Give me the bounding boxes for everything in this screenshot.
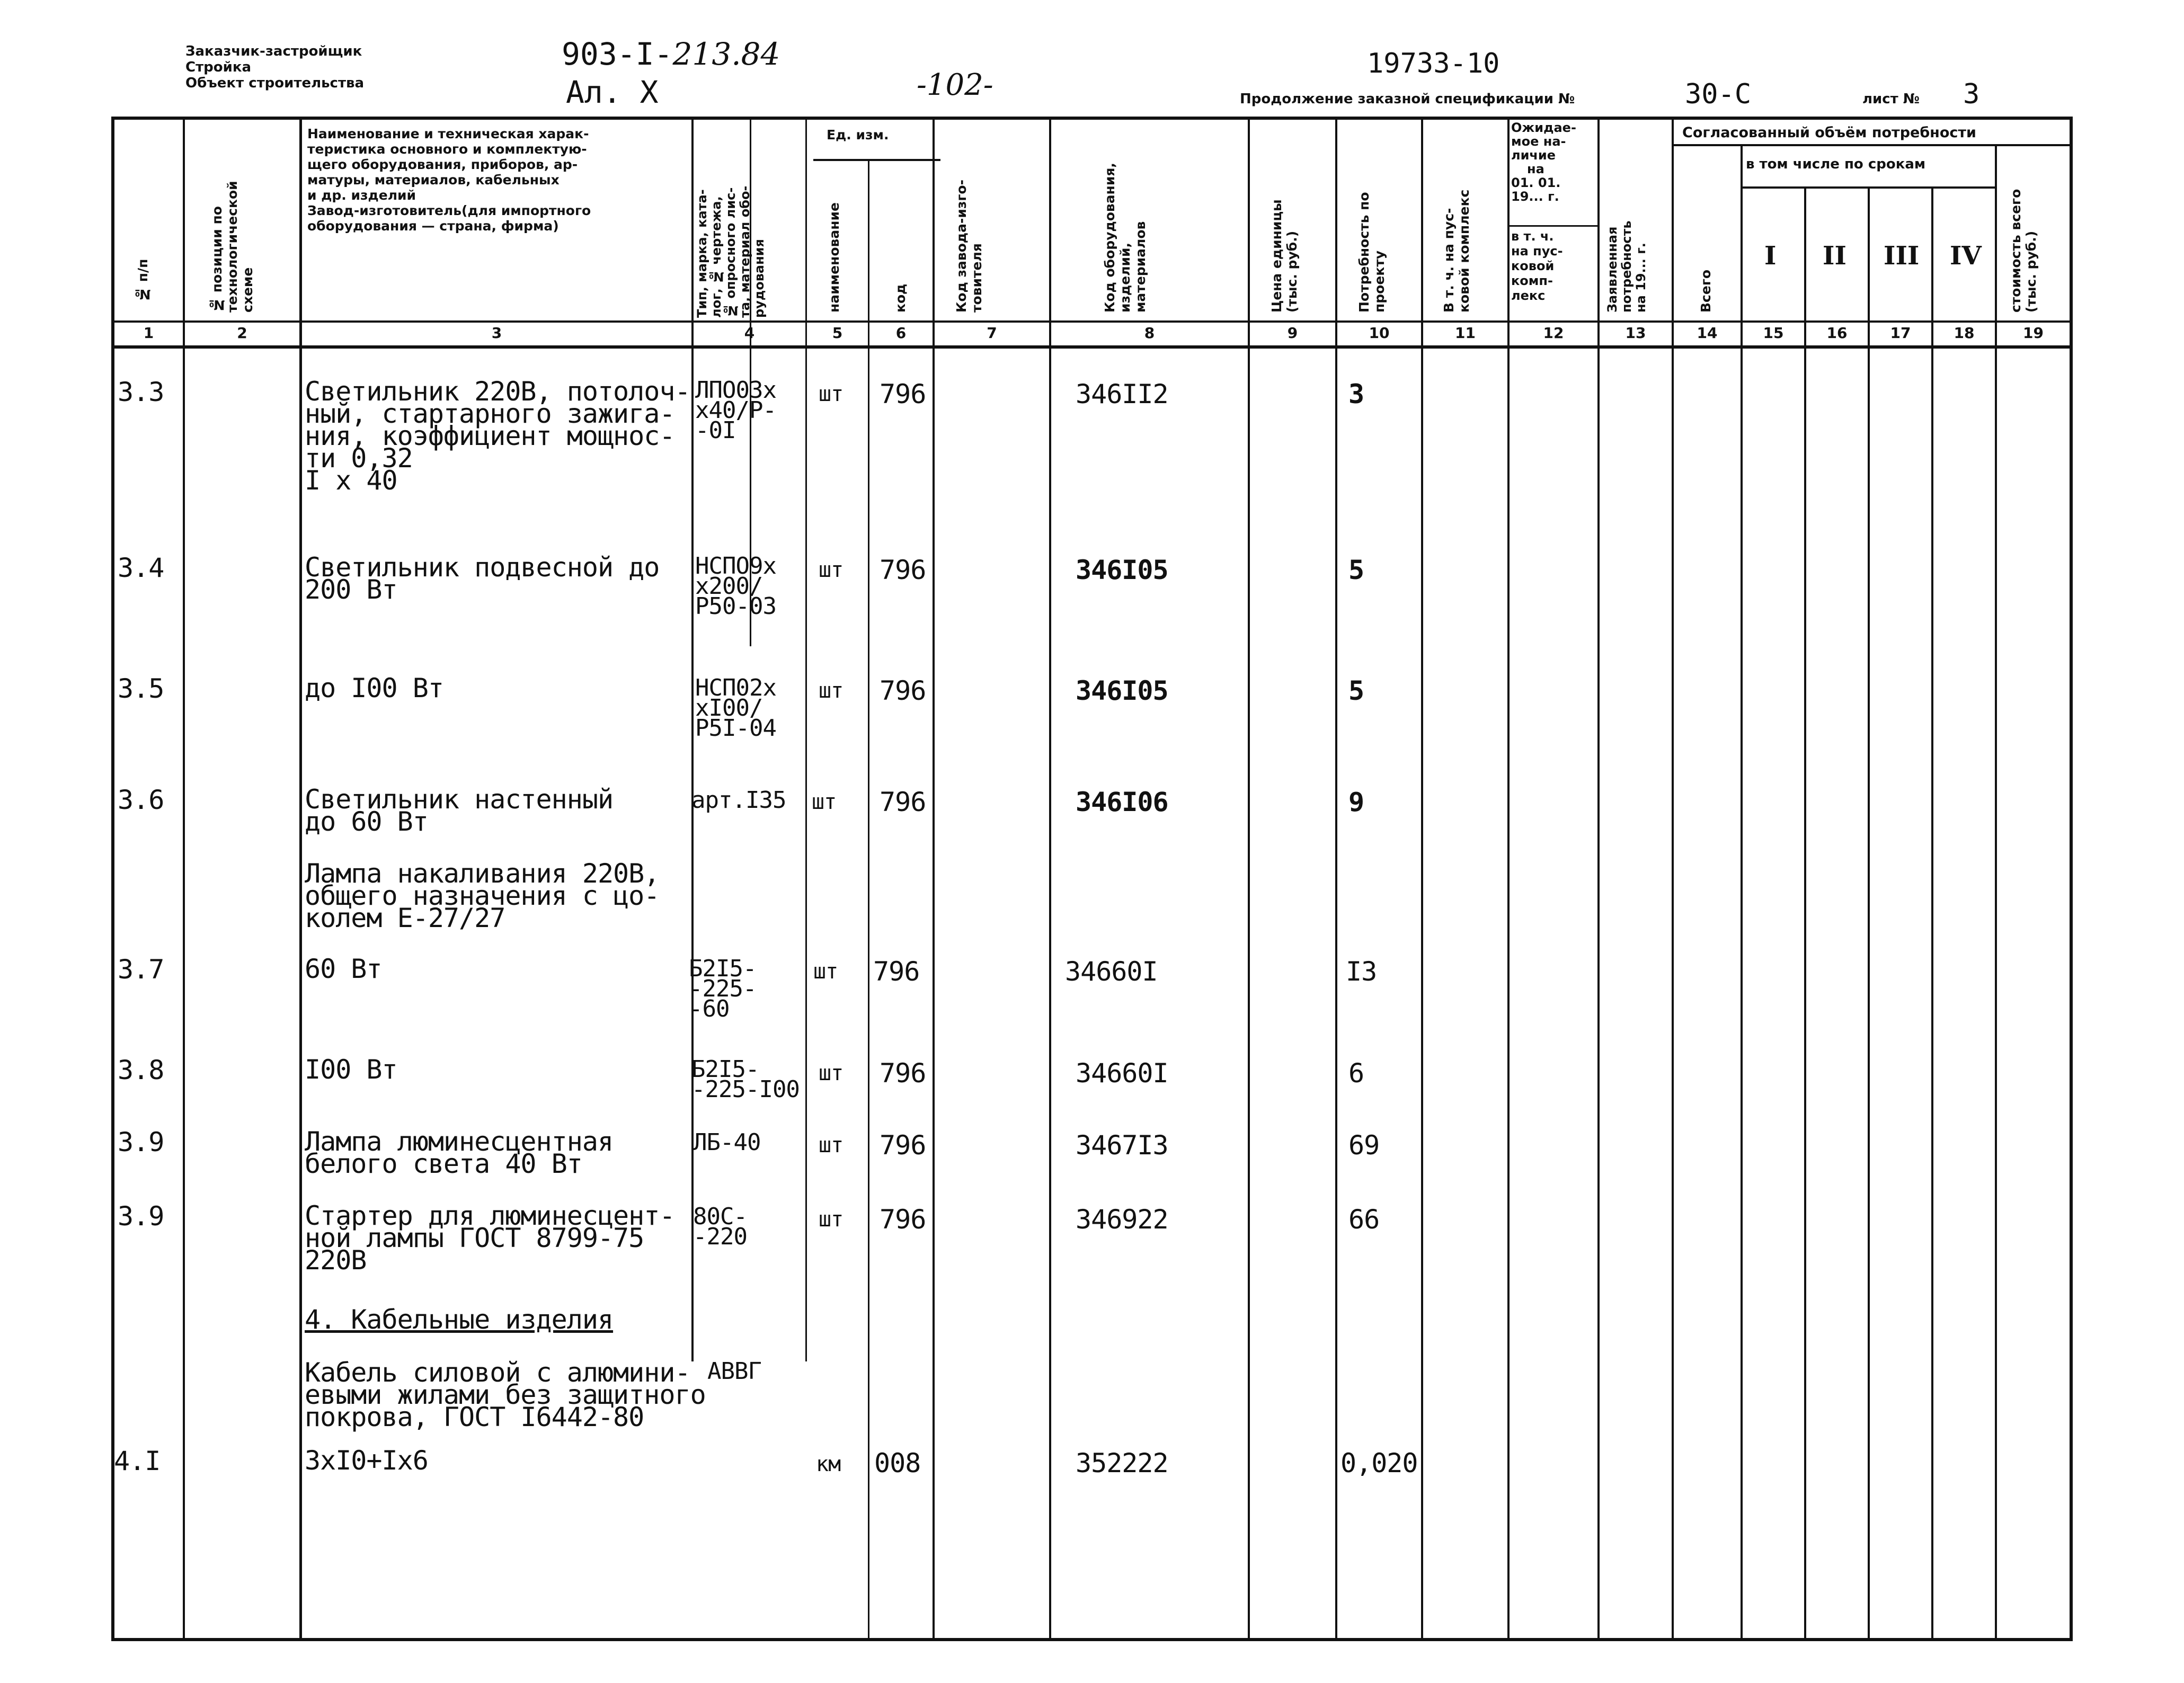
col-border-19 — [2070, 117, 2073, 1641]
row-item-code: 3467I3 — [1076, 1130, 1168, 1161]
row-quantity: 6 — [1348, 1058, 1364, 1089]
col-header-3-line: и др. изделий — [307, 188, 416, 203]
row-number: 3.6 — [118, 785, 164, 815]
row-mark: ЛБ-40 — [693, 1129, 761, 1156]
col-border-16 — [1868, 186, 1870, 1638]
col-number: 17 — [1890, 324, 1911, 342]
agreed-group-header: Согласованный объём потребности — [1682, 124, 1976, 141]
col-number: 12 — [1543, 324, 1564, 342]
col-number: 18 — [1954, 324, 1975, 342]
row-item-code: 346I05 — [1076, 555, 1168, 585]
col-header-12-line: лекс — [1511, 288, 1546, 303]
col-header-3-line: теристика основного и комплектую- — [307, 141, 587, 157]
row-number: 3.9 — [118, 1201, 164, 1232]
col-number: 4 — [744, 324, 755, 342]
col-border-11 — [1507, 117, 1510, 1638]
row-quantity: 69 — [1348, 1130, 1380, 1161]
col-header-5: наименование — [827, 202, 842, 313]
document-number: 19733-10 — [1367, 48, 1500, 79]
col-header-6: код — [893, 283, 908, 313]
row-mark: Б2I5- -225- -60 — [689, 955, 757, 1022]
col-border-7 — [1049, 117, 1051, 1638]
col-header-12-line: Ожидае- — [1511, 120, 1576, 135]
col-number: 19 — [2023, 324, 2044, 342]
row-quantity: 5 — [1348, 675, 1364, 706]
row-mark: НСПО9х х200/ Р50-03 — [695, 553, 776, 620]
row-item-code: 346922 — [1076, 1204, 1168, 1235]
col-number: 14 — [1697, 324, 1718, 342]
col-header-12-line: мое на- — [1511, 134, 1566, 149]
header-divider — [111, 320, 2072, 323]
row-item-code: 34660I — [1076, 1058, 1168, 1089]
col-header-3-line: матуры, материалов, кабельных — [307, 172, 560, 188]
spec-number: 30-С — [1685, 78, 1752, 110]
row-mark: АВВГ — [707, 1358, 761, 1385]
row-description: Лампа люминесцентная белого света 40 Вт — [305, 1126, 614, 1179]
col-header-12-line: ковой — [1511, 259, 1555, 273]
project-code-print: 903-I- — [562, 36, 673, 72]
row-unit-code: 796 — [873, 956, 920, 987]
row-unit-code: 796 — [880, 787, 926, 817]
table-bottom-border — [111, 1638, 2072, 1641]
row-description: 60 Вт — [305, 954, 382, 984]
row-number: 3.5 — [118, 673, 164, 704]
project-code — [562, 36, 780, 72]
col-number: 11 — [1455, 324, 1476, 342]
row-unit: шт — [819, 382, 844, 406]
col-header-12-line: в т. ч. — [1511, 229, 1554, 244]
sheet-label: лист № — [1862, 91, 1920, 107]
col-header-1: № п/п — [135, 259, 150, 302]
row-item-code: 346II2 — [1076, 379, 1168, 409]
row-description: I00 Вт — [305, 1054, 397, 1085]
object-label: Объект строительства — [185, 75, 365, 91]
album-label: Ал. X — [566, 74, 659, 110]
row-unit-code: 796 — [880, 1058, 926, 1089]
quarter-1-header: I — [1764, 241, 1777, 271]
col-border-6 — [933, 117, 935, 1638]
by-terms-header: в том числе по срокам — [1746, 156, 1926, 172]
col-header-3-line: щего оборудования, приборов, ар- — [307, 157, 578, 172]
row-unit: шт — [819, 679, 844, 703]
row-description: Светильник подвесной до 200 Вт — [305, 552, 660, 605]
col-number: 15 — [1763, 324, 1784, 342]
col-border-13 — [1672, 117, 1674, 1638]
row-description: 3хI0+Iх6 — [305, 1445, 428, 1476]
row-unit-code: 796 — [880, 675, 926, 706]
quarter-2-header: II — [1823, 241, 1846, 271]
agreed-group-divider — [1672, 144, 2072, 146]
row-mark: арт.I35 — [691, 787, 786, 814]
col-header-8: Код оборудования, изделий, материалов — [1102, 163, 1148, 313]
row-item-code: 346I06 — [1076, 787, 1168, 817]
col-header-12-line: на пус- — [1511, 244, 1563, 259]
col-border-12 — [1597, 117, 1600, 1638]
col-border-9 — [1335, 117, 1337, 1638]
row-mark: Б2I5- -225-I00 — [691, 1056, 800, 1103]
col-border-17 — [1931, 186, 1933, 1638]
col-border-10 — [1421, 117, 1423, 1638]
row-number: 3.3 — [118, 377, 164, 407]
col-header-4: Тип, марка, ката- лог, № чертежа, № опросного лис- та, материал обо- рудования — [695, 185, 767, 318]
col-number: 10 — [1369, 324, 1390, 342]
col-border-3 — [691, 117, 694, 1361]
unit-group-divider — [813, 159, 940, 161]
col-border-15 — [1804, 186, 1806, 1638]
row-unit: км — [816, 1452, 841, 1476]
row-unit-code: 008 — [874, 1448, 921, 1479]
col-header-19: стоимость всего (тыс. руб.) — [2008, 189, 2039, 313]
col-border-1 — [183, 117, 185, 1641]
col-header-3-line: Завод-изготовитель(для импортного — [307, 203, 591, 218]
row-mark: ЛПО03х х40/Р- -0I — [695, 377, 776, 444]
row-unit: шт — [819, 558, 844, 582]
row-unit: шт — [819, 1061, 844, 1085]
row-description: Кабель силовой с алюмини- евыми жилами без защитного покрова, ГОСТ I6442-80 — [305, 1357, 706, 1432]
row-description: Светильник настенный до 60 Вт — [305, 784, 614, 837]
row-unit-code: 796 — [880, 1130, 926, 1161]
col-header-11: В т. ч. на пус- ковой комплекс — [1441, 189, 1472, 313]
row-quantity: 3 — [1348, 379, 1364, 409]
row-description: до I00 Вт — [305, 673, 443, 704]
table-top-border — [111, 117, 2072, 120]
row-item-code: 346I05 — [1076, 675, 1168, 706]
col-number: 1 — [143, 324, 154, 342]
col12-divider — [1507, 225, 1597, 227]
row-number: 3.4 — [118, 553, 164, 583]
row-unit: шт — [819, 1207, 844, 1232]
row-unit: шт — [812, 790, 837, 814]
site-label: Стройка — [185, 59, 252, 75]
row-description: Лампа накаливания 220В, общего назначения с цо- колем Е-27/27 — [305, 858, 660, 933]
col-border-8 — [1248, 117, 1250, 1638]
row-item-code: 34660I — [1065, 956, 1158, 987]
col-number: 9 — [1287, 324, 1298, 342]
col-border-14 — [1741, 144, 1743, 1638]
col-header-2: № позиции по технологической схеме — [209, 181, 255, 313]
col-header-12-top — [1511, 121, 1576, 203]
col-border-18 — [1995, 144, 1997, 1638]
row-number: 3.8 — [118, 1055, 164, 1085]
col-header-13: Заявленная потребность на 19... г. — [1605, 220, 1648, 313]
row-unit-code: 796 — [880, 555, 926, 585]
col-number: 7 — [987, 324, 997, 342]
col-number: 8 — [1144, 324, 1155, 342]
col-header-7: Код завода-изго- товителя — [954, 180, 984, 313]
row-description: Стартер для люминесцент- ной лампы ГОСТ 8799-75 220В — [305, 1200, 675, 1276]
row-quantity: I3 — [1346, 956, 1377, 987]
col-header-12-line: личие — [1511, 148, 1556, 163]
col-header-3 — [307, 126, 689, 234]
customer-label: Заказчик-застройщик — [185, 43, 362, 59]
col-number: 6 — [895, 324, 907, 342]
sheet-number: 3 — [1963, 78, 1980, 110]
unit-group-header: Ед. изм. — [827, 127, 889, 143]
col-header-10: Потребность по проекту — [1356, 192, 1387, 313]
row-number: 4.I — [114, 1446, 161, 1476]
row-quantity: 66 — [1348, 1204, 1380, 1235]
col-header-3-line: Наименование и техническая харак- — [307, 126, 589, 141]
col-border-5 — [868, 159, 869, 1638]
col-header-12-line: 19... г. — [1511, 189, 1559, 204]
quarter-3-header: III — [1884, 241, 1920, 271]
continuation-label: Продолжение заказной спецификации № — [1240, 91, 1575, 107]
project-code-handwritten: 213.84 — [672, 36, 780, 72]
col-header-12-line: на — [1527, 162, 1544, 176]
col-number: 13 — [1625, 324, 1646, 342]
col-border-4 — [805, 117, 807, 1361]
col-header-9: Цена единицы (тыс. руб.) — [1269, 199, 1300, 313]
row-mark: 80С- -220 — [693, 1203, 747, 1250]
col-header-12-line: комп- — [1511, 273, 1553, 288]
row-unit: шт — [813, 959, 838, 984]
col-header-12-line: 01. 01. — [1511, 175, 1561, 190]
row-number: 3.9 — [118, 1127, 164, 1157]
row-unit-code: 796 — [880, 1204, 926, 1235]
page-number: -102- — [917, 68, 993, 102]
row-unit: шт — [819, 1133, 844, 1157]
row-unit-code: 796 — [880, 379, 926, 409]
row-quantity: 9 — [1348, 787, 1364, 817]
row-mark: НСП02х хI00/ Р5I-04 — [695, 674, 776, 742]
row-item-code: 352222 — [1076, 1448, 1168, 1479]
col-number: 2 — [237, 324, 247, 342]
col-header-14: Всего — [1698, 269, 1714, 313]
col-header-3-line: оборудования — страна, фирма) — [307, 218, 559, 234]
section-heading: 4. Кабельные изделия — [305, 1304, 614, 1335]
col-header-12-bottom — [1511, 229, 1563, 303]
quarter-4-header: IV — [1950, 241, 1982, 271]
numbers-divider — [111, 345, 2072, 349]
row-quantity: 0,020 — [1340, 1448, 1418, 1479]
col-border-0 — [111, 117, 114, 1641]
col-number: 5 — [832, 324, 843, 342]
row-description: Светильник 220В, потолоч- ный, стартарного зажига- ния, коэффициент мощнос- ти 0,32 I x 40 — [305, 376, 690, 496]
row-quantity: 5 — [1348, 555, 1364, 585]
col-number: 16 — [1826, 324, 1848, 342]
col-border-2 — [299, 117, 302, 1641]
col-number: 3 — [491, 324, 502, 342]
row-number: 3.7 — [118, 954, 164, 985]
